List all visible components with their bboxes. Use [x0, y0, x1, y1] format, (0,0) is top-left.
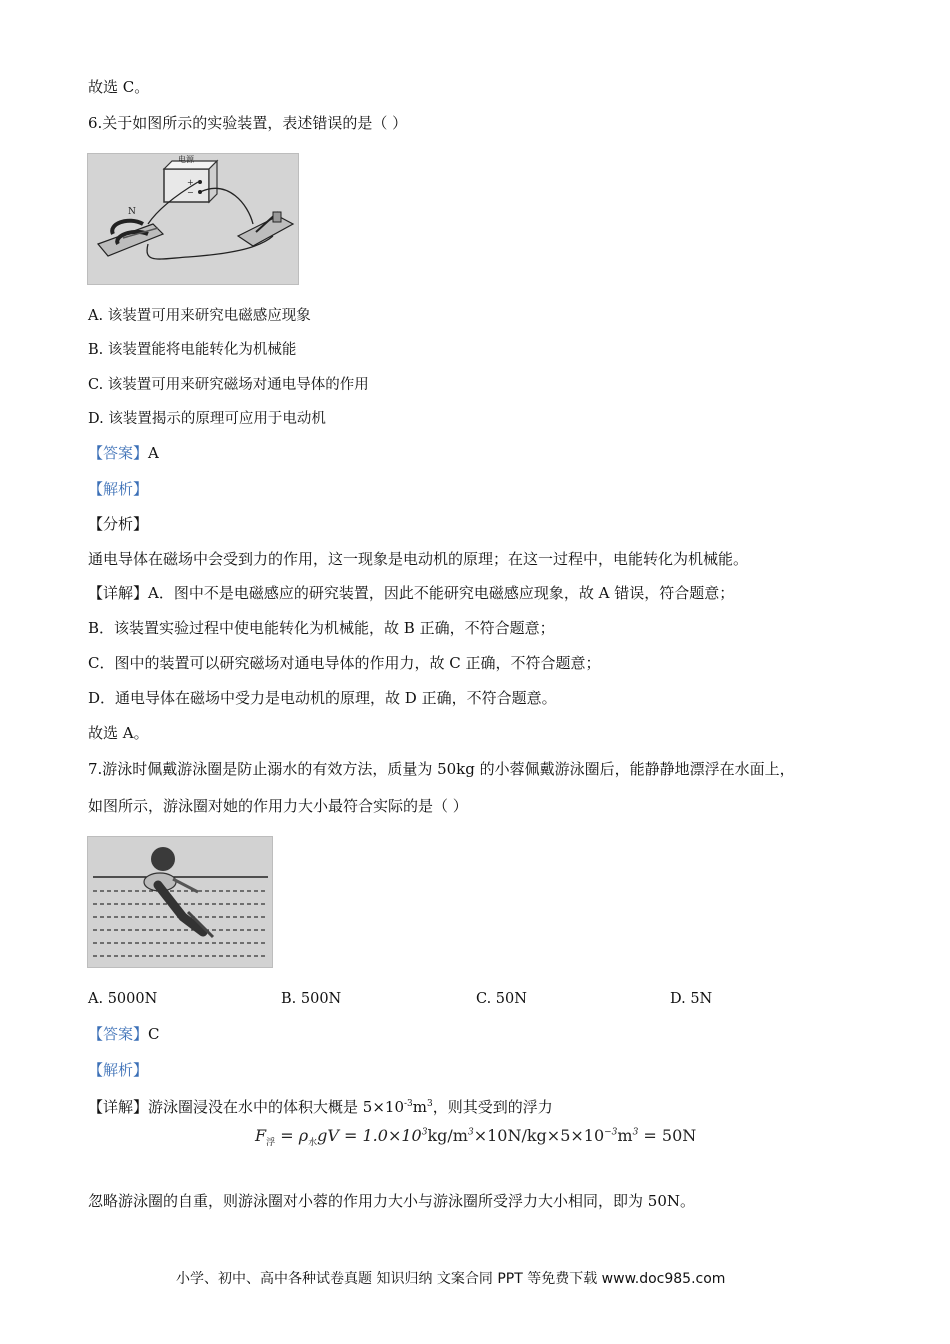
formula-part-3: ×10N/kg×5×10: [473, 1126, 605, 1145]
detail-exp-1: -3: [403, 1099, 413, 1109]
formula-exp-2: 3: [467, 1127, 474, 1138]
formula-rho-sub: 水: [308, 1138, 318, 1149]
q7-analysis-tag: 【解析】: [88, 1061, 149, 1079]
q6-detail-b: B．该装置实验过程中使电能转化为机械能，故 B 正确，不符合题意；: [88, 619, 555, 637]
q7-option-a: A. 5000N: [88, 991, 158, 1007]
q7-option-d: D. 5N: [670, 991, 713, 1007]
answer-tag: 【答案】: [88, 444, 149, 462]
q6-analysis-tag: 【解析】: [88, 480, 149, 498]
q6-answer: [88, 442, 159, 464]
q6-option-a: A. 该装置可用来研究电磁感应现象: [88, 308, 311, 324]
q6-detail-c: C．图中的装置可以研究磁场对通电导体的作用力，故 C 正确，不符合题意；: [88, 654, 601, 672]
formula-part-5: = 50N: [638, 1126, 697, 1145]
q6-detail-a: [88, 582, 734, 604]
swimmer-figure: [87, 836, 273, 968]
formula-rho: = ρ: [275, 1126, 309, 1145]
formula-exp-1: 3: [421, 1127, 428, 1138]
answer-value: A: [148, 444, 159, 462]
detail-tag: 【详解】: [88, 584, 149, 602]
n-pole-label: N: [128, 207, 136, 217]
formula-part-1: gV = 1.0×10: [317, 1126, 422, 1145]
apparatus-figure: [87, 153, 299, 285]
swimmer-drawing: [88, 837, 272, 967]
q6-stem: 6.关于如图所示的实验装置，表述错误的是（ ）: [88, 114, 408, 132]
minus-terminal: −: [187, 188, 194, 197]
formula-part-4: m: [617, 1126, 633, 1145]
answer-tag: 【答案】: [88, 1025, 149, 1043]
q7-answer: [88, 1023, 160, 1045]
formula-exp-4: 3: [632, 1127, 639, 1138]
q6-conclusion: 故选 A。: [88, 724, 149, 742]
detail-tag: 【详解】: [88, 1098, 149, 1116]
buoyancy-formula: [255, 1126, 696, 1148]
q7-option-c: C. 50N: [476, 991, 527, 1007]
page-footer: 小学、初中、高中各种试卷真题 知识归纳 文案合同 PPT 等免费下载 www.doc985.com: [176, 1271, 726, 1287]
detail-text-1: 游泳圈浸没在水中的体积大概是 5×10: [148, 1098, 404, 1116]
q7-detail: [88, 1093, 553, 1118]
q7-option-b: B. 500N: [281, 991, 342, 1007]
formula-f: F: [255, 1126, 267, 1145]
detail-a-text: A．图中不是电磁感应的研究装置，因此不能研究电磁感应现象，故 A 错误，符合题意；: [148, 584, 735, 602]
q6-fenxi-text: 通电导体在磁场中会受到力的作用，这一现象是电动机的原理；在这一过程中，电能转化为机械能。: [88, 550, 749, 568]
q7-stem-line1: 7.游泳时佩戴游泳圈是防止溺水的有效方法，质量为 50kg 的小蓉佩戴游泳圈后，能静静地漂浮在水面上，: [88, 760, 795, 778]
q7-stem-line2: 如图所示，游泳圈对她的作用力大小最符合实际的是（ ）: [88, 797, 468, 815]
formula-exp-3: −3: [604, 1127, 618, 1138]
q6-fenxi-tag: 【分析】: [88, 515, 149, 533]
plus-terminal: +: [187, 178, 194, 187]
detail-text-3: ，则其受到的浮力: [432, 1098, 553, 1116]
formula-part-2: kg/m: [427, 1126, 468, 1145]
formula-f-sub: 浮: [266, 1138, 276, 1149]
detail-text-2: m: [412, 1098, 427, 1116]
q6-option-b: B. 该装置能将电能转化为机械能: [88, 342, 297, 358]
apparatus-drawing: [88, 154, 298, 284]
q7-final: 忽略游泳圈的自重，则游泳圈对小蓉的作用力大小与游泳圈所受浮力大小相同，即为 50N。: [88, 1192, 695, 1210]
power-label: 电源: [178, 155, 194, 164]
q6-option-d: D. 该装置揭示的原理可应用于电动机: [88, 411, 326, 427]
q6-option-c: C. 该装置可用来研究磁场对通电导体的作用: [88, 377, 369, 393]
q6-detail-d: D．通电导体在磁场中受力是电动机的原理，故 D 正确，不符合题意。: [88, 689, 557, 707]
q5-conclusion: 故选 C。: [88, 78, 150, 96]
detail-exp-2: 3: [427, 1099, 433, 1109]
answer-value: C: [148, 1025, 160, 1043]
